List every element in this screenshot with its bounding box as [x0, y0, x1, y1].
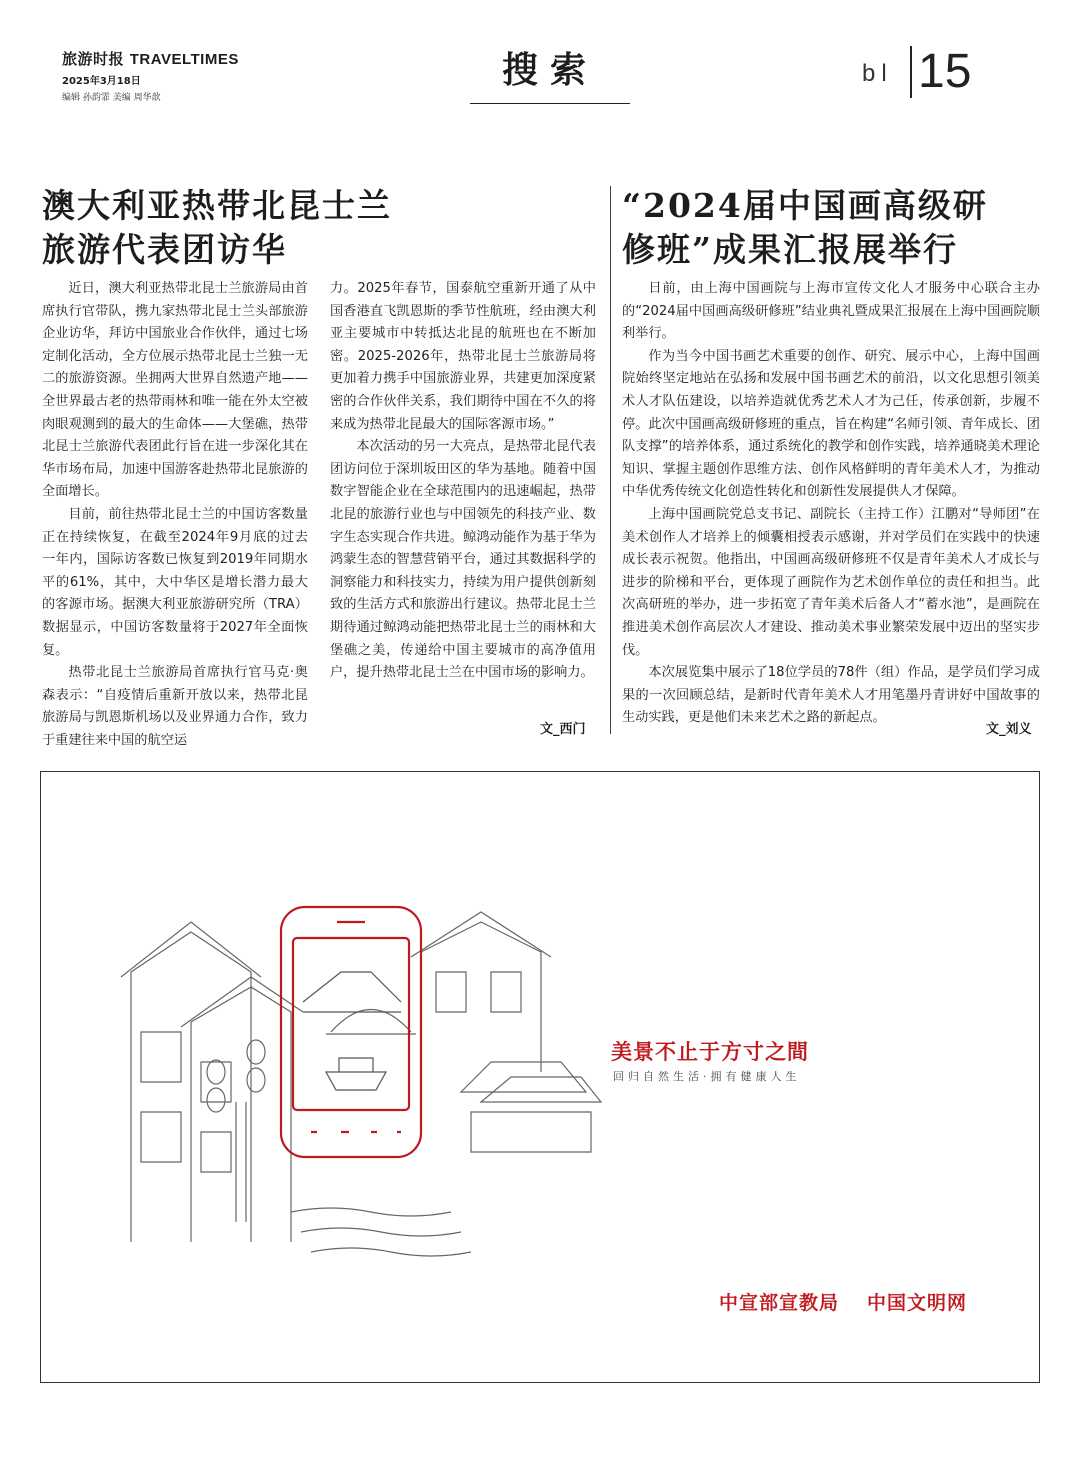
ad-subslogan: 回归自然生活·拥有健康人生 [613, 1070, 801, 1083]
article-right-column [622, 278, 1040, 730]
ad-slogan: 美景不止于方寸之間 [611, 1039, 809, 1064]
article-left-title-line2: 旅游代表团访华 [42, 230, 287, 269]
masthead [62, 48, 262, 103]
paper-name-cn: 旅游时报 [62, 50, 125, 68]
publication-date: 2025年3月18日 [62, 76, 141, 87]
page-number-divider [910, 46, 912, 98]
article-left-paragraph: 本次活动的另一大亮点，是热带北昆代表团访问位于深圳坂田区的华为基地。随着中国数字智能企业在全球范围内的迅速崛起，热带北昆的旅游行业也与中国领先的科技产业、数字生态实现合作共进。鲸鸿动能作为基于华为鸿蒙生态的智慧营销平台，通过其数据科学的洞察能力和科技实力，持续为用户提供创新刻致的生活方式和旅游出行建议。热带北昆士兰期待通过鲸鸿动能把热带北昆士兰的雨林和大堡礁之美，传递给中国主要城市的高净值用户，提升热带北昆士兰在中国市场的影响力。 [330, 439, 596, 681]
page-number: 15 [918, 45, 972, 98]
article-right-title-line1: “2024届中国画高级研 [622, 186, 988, 225]
article-left-title-line1: 澳大利亚热带北昆士兰 [42, 186, 392, 225]
article-left-paragraph: 目前，前往热带北昆士兰的中国访客数量正在持续恢复，在截至2024年9月底的过去一年内，国际访客数已恢复到2019年同期水平的61%，其中，大中华区是增长潜力最大的客源市场。据澳大利亚旅游研究所（TRA）数据显示，中国访客数量将于2027年全面恢复。 [42, 506, 308, 658]
column-divider [610, 186, 611, 734]
article-right-title [622, 184, 1052, 272]
editors-line: 编辑 孙韵霏 美编 周华歆 [62, 93, 161, 103]
article-right-paragraph: 上海中国画院党总支书记、副院长（主持工作）江鹏对“导师团”在美术创作人才培养上的倾囊相授表示感谢，并对学员们在实践中的快速成长表示祝贺。他指出，中国画高级研修班不仅是青年美术人才成长与进步的阶梯和平台，更体现了画院作为艺术创作单位的责任和担当。此次高研班的举办，进一步拓宽了青年美术后备人才“蓄水池”，是画院在推进美术创作高层次人才建设、推动美术事业繁荣发展中迈出的坚实步伐。 [622, 506, 1040, 658]
article-left-byline: 文_西门 [540, 722, 586, 737]
article-left-paragraph: 热带北昆士兰旅游局首席执行官马克·奥森表示：“自疫情后重新开放以来，热带北昆旅游局与凯恩斯机场以及业界通力合作，致力于重建往来中国的航空运 [42, 665, 308, 748]
paper-name-en: TRAVELTIMES [129, 51, 239, 68]
section-title: 搜索 [470, 42, 630, 104]
paper-name [62, 48, 262, 69]
page-letter: bl [862, 60, 893, 87]
article-left-paragraph: 近日，澳大利亚热带北昆士兰旅游局由首席执行官带队，携九家热带北昆士兰头部旅游企业访华，拜访中国旅业合作伙伴，通过七场定制化活动，全方位展示热带北昆士兰独一无二的旅游资源。坐拥两大世界自然遗产地——全世界最古老的热带雨林和唯一能在外太空被肉眼观测到的最大的生命体——大堡礁，热带北昆士兰旅游代表团此行旨在进一步深化其在华市场布局，加速中国游客赴热带北昆旅游的全面增长。 [42, 281, 308, 500]
article-right-title-line2: 修班”成果汇报展举行 [622, 230, 958, 269]
article-left-paragraph: 力。2025年春节，国泰航空重新开通了从中国香港直飞凯恩斯的季节性航班，经由澳大利亚主要城市中转抵达北昆的航班也在不断加密。2025-2026年，热带北昆士兰旅游局将更加着力携手中国旅游业界，共建更加深度紧密的合作伙伴关系，我们期待中国在不久的将来成为热带北昆最大的国际客源市场。” [330, 281, 596, 432]
article-right-paragraph: 日前，由上海中国画院与上海市宣传文化人才服务中心联合主办的“2024届中国画高级研修班”结业典礼暨成果汇报展在上海中国画院顺利举行。 [622, 281, 1040, 342]
article-right-paragraph: 本次展览集中展示了18位学员的78件（组）作品，是学员们学习成果的一次回顾总结，是新时代青年美术人才用笔墨丹青讲好中国故事的生动实践，更是他们未来艺术之路的新起点。 [622, 665, 1040, 726]
article-right-byline: 文_刘义 [986, 722, 1032, 737]
ad-sponsor-2: 中国文明网 [867, 1292, 968, 1314]
ad-sponsor-1: 中宣部宣教局 [719, 1292, 840, 1314]
article-left-column-1 [42, 278, 308, 752]
article-right-paragraph: 作为当今中国书画艺术重要的创作、研究、展示中心，上海中国画院始终坚定地站在弘扬和发展中国书画艺术的前沿，以文化思想引领美术人才队伍建设，以培养造就优秀艺术人才为己任，传承创新，步履不停。此次中国画高级研修班的重点，旨在构建“名师引领、青年成长、团队支撑”的培养体系，通过系统化的教学和创作实践，培养通晓美术理论知识、掌握主题创作思维方法、创作风格鲜明的青年美术人才，为推动中华优秀传统文化创造性转化和创新性发展提供人才保障。 [622, 348, 1040, 500]
article-left-column-2 [330, 278, 596, 685]
public-service-ad [40, 771, 1040, 1383]
article-left-title [42, 184, 602, 272]
